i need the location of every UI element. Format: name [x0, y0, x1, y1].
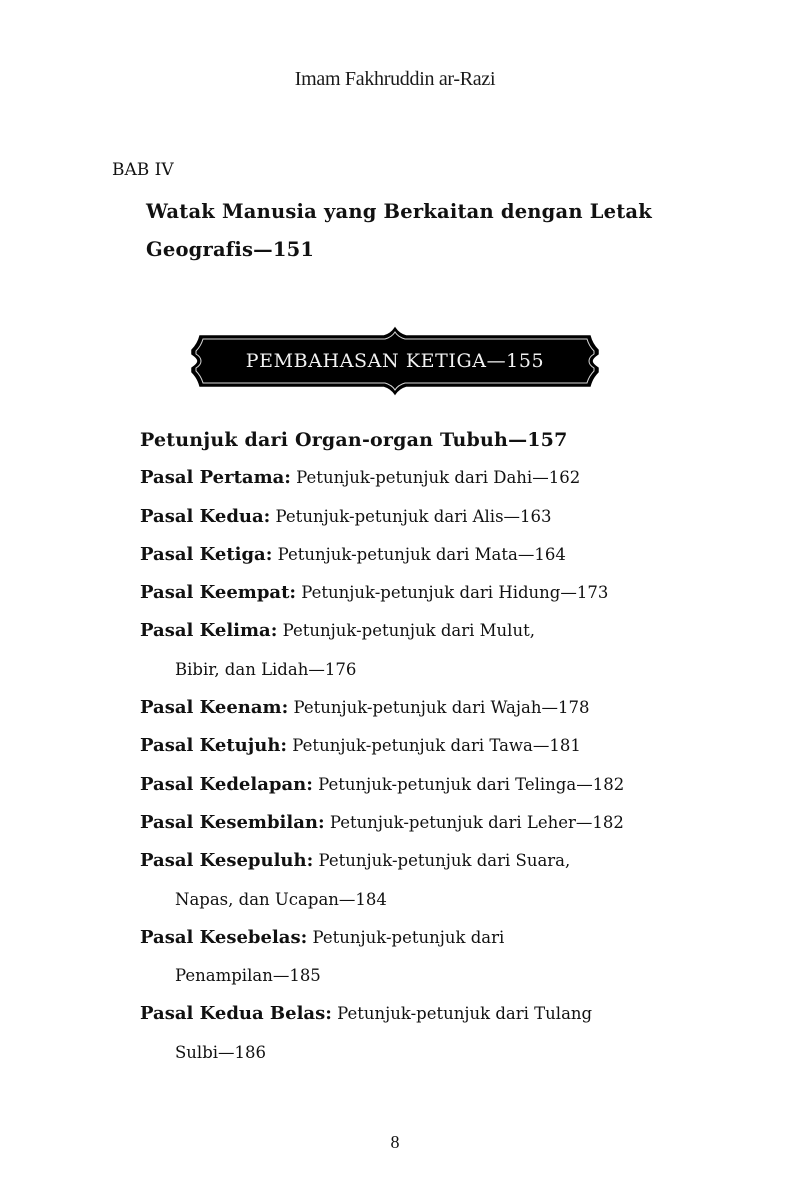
toc-entry: [140, 727, 740, 765]
section-banner-text: PEMBAHASAN KETIGA—155: [245, 350, 545, 372]
toc-entry-label: Pasal Keenam:: [140, 697, 289, 719]
toc-entry: [140, 536, 740, 574]
toc-entry-continuation: Napas, dan Ucapan—184: [175, 889, 387, 909]
toc-entry: [140, 766, 740, 804]
chapter-label: BAB IV: [112, 160, 174, 180]
toc-heading: [140, 421, 740, 459]
toc-entry-text: Petunjuk-petunjuk dari Wajah—178: [288, 698, 590, 718]
toc-entry: [140, 574, 740, 612]
toc-entry-label: Pasal Keempat:: [140, 582, 297, 604]
toc-entry-label: Pasal Ketujuh:: [140, 735, 288, 757]
toc-entry-text: Petunjuk-petunjuk dari Alis—163: [270, 506, 552, 526]
toc-entry-label: Pasal Kedua:: [140, 505, 271, 527]
toc-entry-text: Petunjuk-petunjuk dari Telinga—182: [312, 774, 625, 794]
toc-entry-text: Petunjuk-petunjuk dari Dahi—162: [290, 468, 581, 488]
toc-entry-continuation: Penampilan—185: [175, 966, 321, 986]
toc-entry: [140, 612, 740, 689]
toc-entry-text: Petunjuk-petunjuk dari Tulang: [331, 1004, 593, 1024]
chapter-title: [146, 193, 706, 269]
toc-entry-text: Petunjuk-petunjuk dari Leher—182: [324, 812, 624, 832]
toc-entry: [140, 842, 740, 919]
toc-entry: [140, 804, 740, 842]
toc-entry-text: Petunjuk-petunjuk dari Tawa—181: [287, 736, 581, 756]
toc-entry-label: Pasal Pertama:: [140, 467, 291, 489]
page-number: 8: [390, 1132, 400, 1152]
toc-entry: [140, 459, 740, 497]
toc-entry-label: Pasal Ketiga:: [140, 543, 273, 565]
toc-entry-label: Pasal Kedua Belas:: [140, 1003, 332, 1025]
toc-entry: [140, 498, 740, 536]
chapter-title-line-1: Watak Manusia yang Berkaitan dengan Letak: [146, 200, 652, 223]
chapter-title-line-2: Geografis—151: [146, 238, 315, 261]
toc-entry: [140, 919, 740, 996]
toc-entry-label: Pasal Kedelapan:: [140, 773, 313, 795]
toc-entry-label: Pasal Kelima:: [140, 620, 278, 642]
toc-entry-text: Petunjuk-petunjuk dari Suara,: [313, 851, 571, 871]
toc-entry-label: Pasal Kesembilan:: [140, 811, 325, 833]
toc-entry: [140, 689, 740, 727]
toc-heading-text: Petunjuk dari Organ-organ Tubuh—157: [140, 429, 568, 451]
toc-entry-label: Pasal Kesepuluh:: [140, 850, 314, 872]
toc-entry-continuation: Bibir, dan Lidah—176: [175, 659, 357, 679]
running-header: Imam Fakhruddin ar-Razi: [294, 68, 496, 90]
toc-entry-text: Petunjuk-petunjuk dari Hidung—173: [296, 583, 609, 603]
section-banner: [188, 326, 602, 396]
table-of-contents: [140, 421, 740, 1072]
toc-entry-text: Petunjuk-petunjuk dari Mulut,: [277, 621, 535, 641]
toc-entry-label: Pasal Kesebelas:: [140, 926, 308, 948]
toc-entry-text: Petunjuk-petunjuk dari: [307, 927, 505, 947]
toc-entry: [140, 995, 740, 1072]
toc-entry-continuation: Sulbi—186: [175, 1042, 267, 1062]
toc-entry-text: Petunjuk-petunjuk dari Mata—164: [272, 544, 566, 564]
